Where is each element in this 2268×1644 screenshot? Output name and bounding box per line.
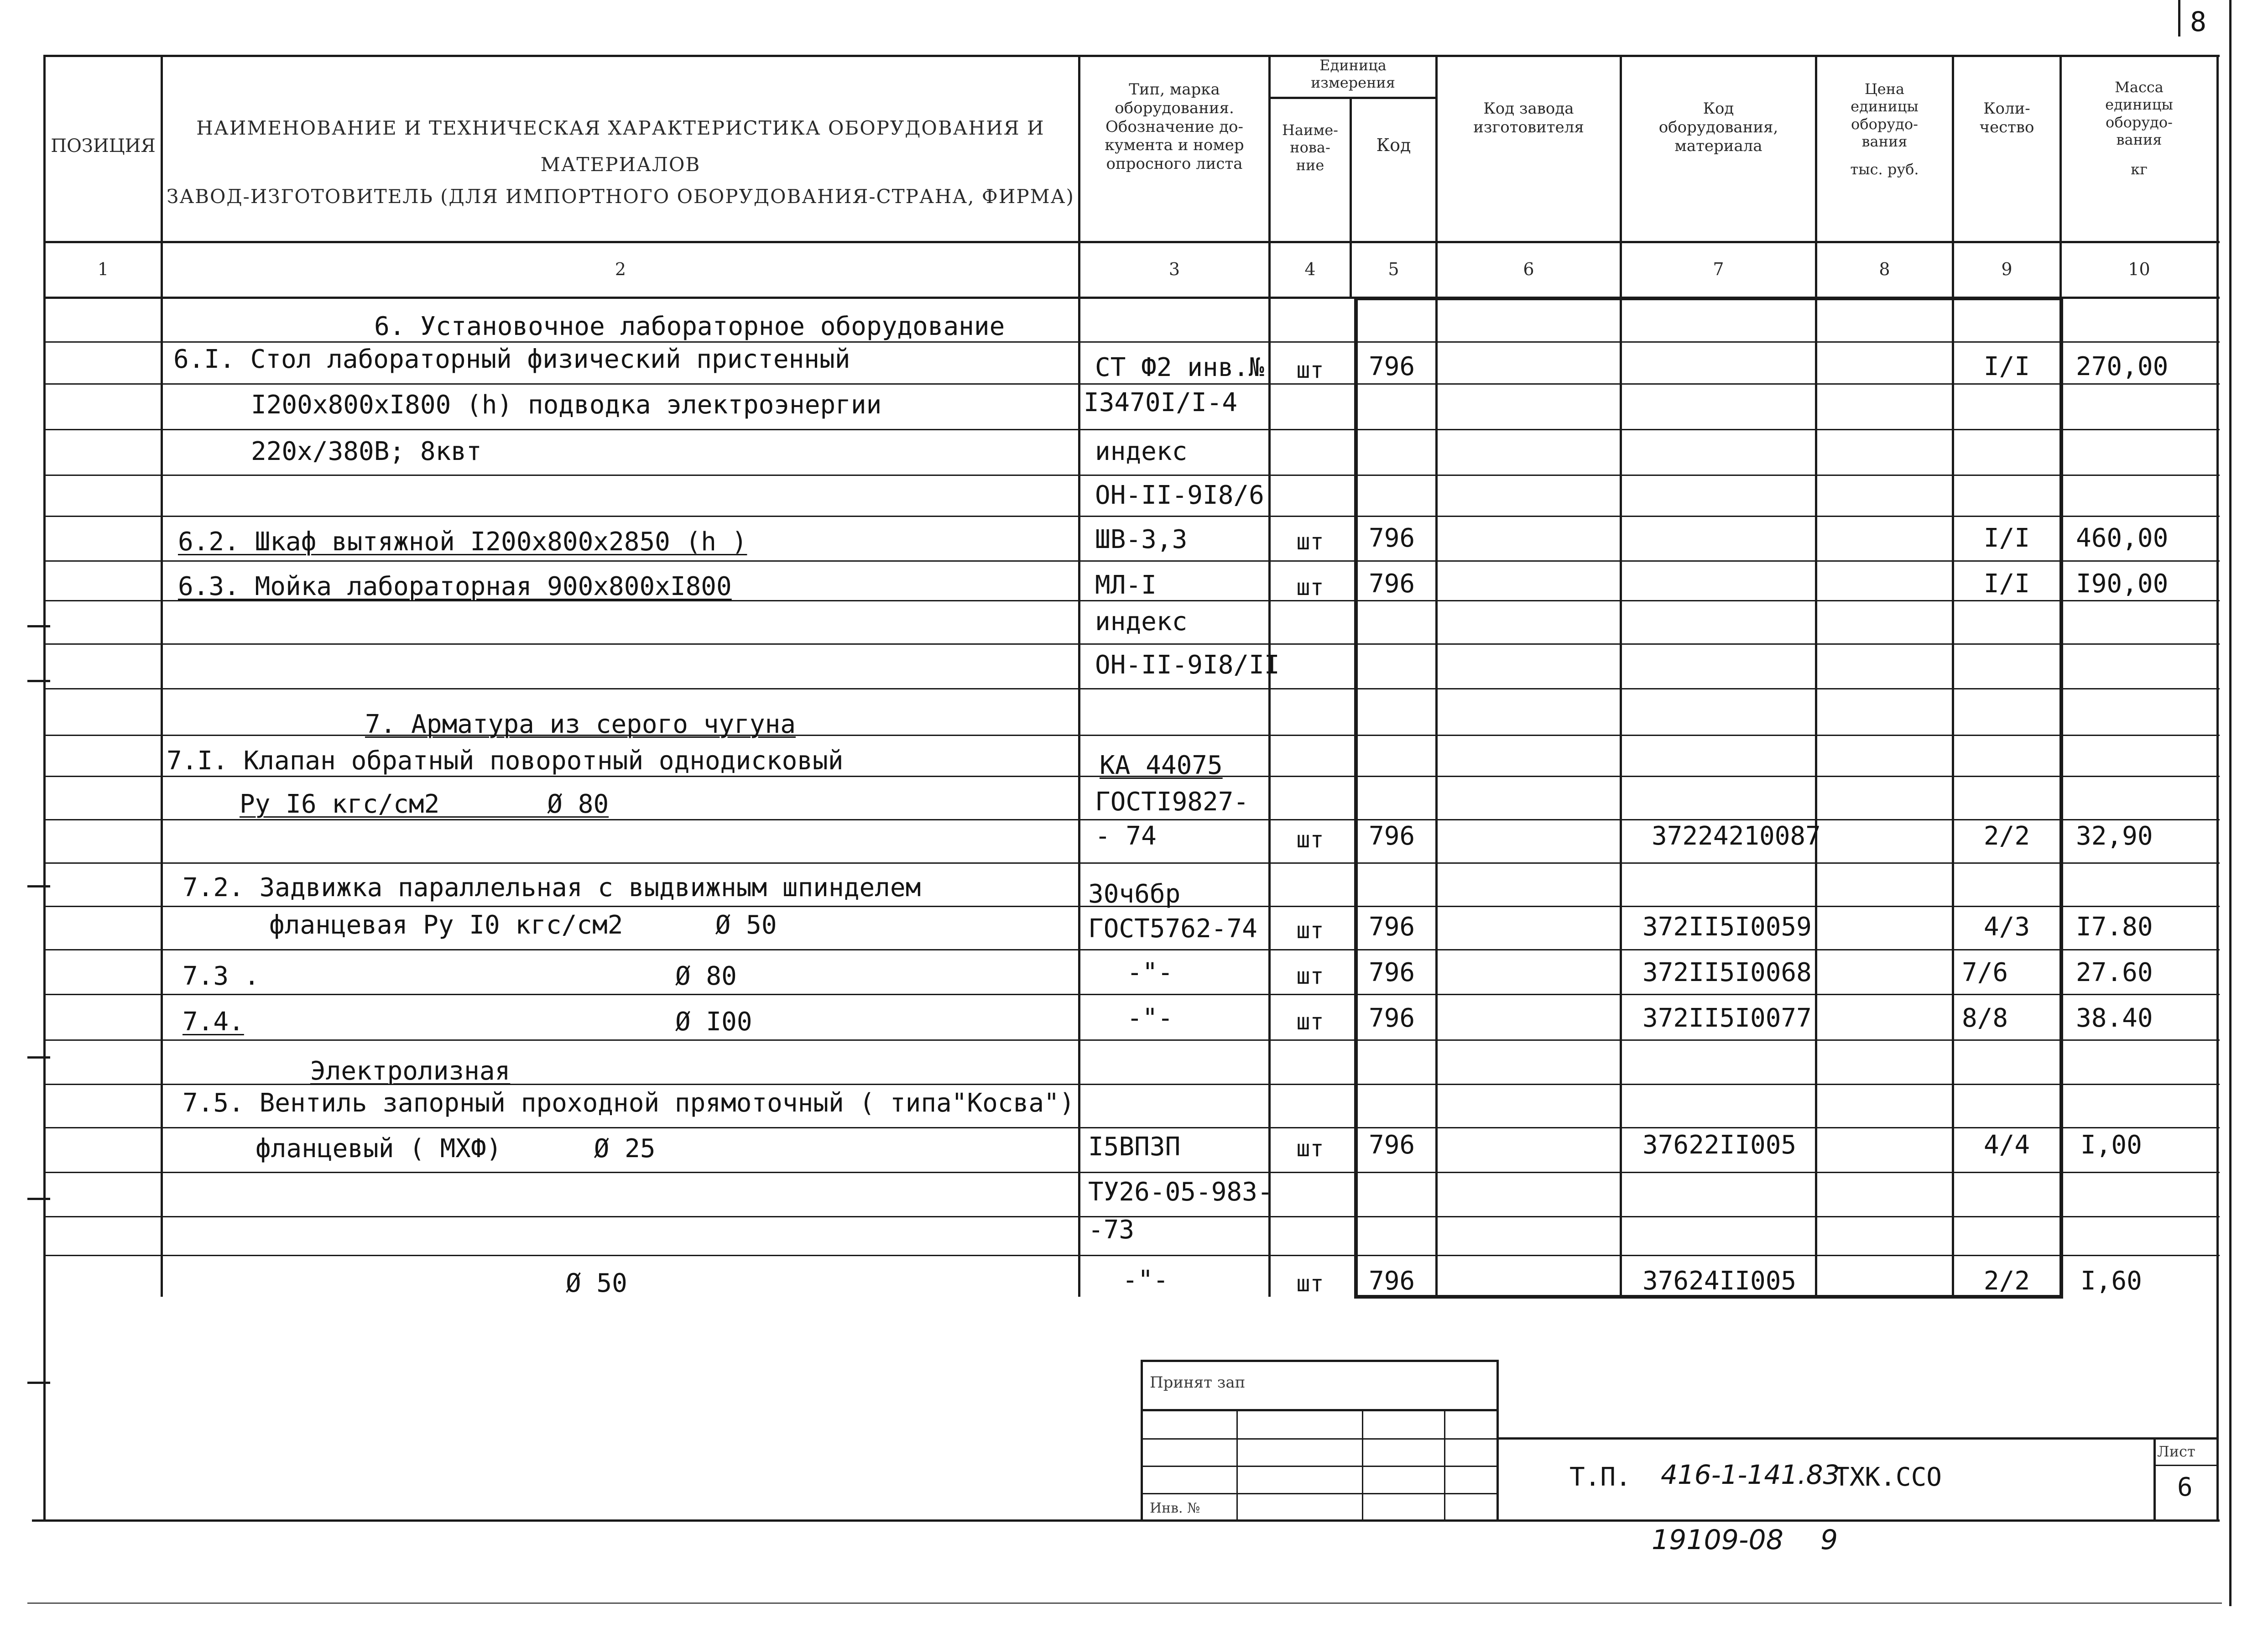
row-code: 796 (1369, 1003, 1415, 1033)
header-position: ПОЗИЦИЯ (51, 136, 156, 157)
col-divider-9-bold (2059, 297, 2063, 1297)
row-qty: 8/8 (1962, 1003, 2008, 1033)
header-type-l1: Тип, марка (1129, 80, 1220, 99)
row-name: Ру I6 кгс/см2 Ø 80 (240, 789, 609, 819)
row-line (43, 643, 2220, 645)
unit-group-divider (1268, 97, 1435, 99)
row-type: ТУ26-05-983- (1088, 1177, 1273, 1207)
row-line (43, 819, 2220, 820)
row-line (43, 1039, 2220, 1041)
row-mass: 32,90 (2076, 821, 2153, 851)
header-qty (1954, 99, 2059, 137)
header-name-line1: НАИМЕНОВАНИЕ И ТЕХНИЧЕСКАЯ ХАРАКТЕРИСТИКА ОБОРУДОВАНИЯ И (196, 117, 1045, 139)
row-name: Ø 50 (566, 1268, 627, 1298)
header-mass-l5: кг (2131, 160, 2148, 178)
col-divider-4 (1354, 297, 1358, 1297)
row-qty: 7/6 (1962, 958, 2008, 987)
row-equip-code: 372II5I0068 (1642, 958, 1812, 987)
archive-page: 9 (1820, 1524, 1838, 1556)
row-mass: I,00 (2080, 1130, 2142, 1160)
stamp-col (1362, 1409, 1363, 1519)
row-line (43, 429, 2220, 430)
row-line (43, 688, 2220, 689)
header-unit-name-l1: Наиме- (1282, 121, 1338, 139)
right-border-line (2229, 0, 2232, 1606)
row-line (43, 383, 2220, 385)
doc-code-prefix: Т.П. (1569, 1462, 1631, 1492)
header-unit-name (1271, 121, 1350, 174)
header-price (1817, 80, 1952, 178)
row-code: 796 (1369, 523, 1415, 553)
header-unit-name-l3: ние (1296, 156, 1324, 174)
row-name: фланцевая Ру I0 кгс/см2 Ø 50 (269, 910, 777, 940)
margin-tick (27, 1056, 50, 1059)
row-name: 6.3. Мойка лабораторная 900x800xI800 (178, 572, 732, 601)
titleblock-sheet-row (2153, 1465, 2216, 1466)
row-unit: шт (1296, 826, 1324, 853)
header-unit-group (1271, 57, 1435, 92)
row-mass: I,60 (2080, 1266, 2142, 1296)
stamp-col (1444, 1409, 1445, 1519)
row-name-right: Ø 80 (675, 961, 737, 991)
row-type: I5ВП3П (1088, 1132, 1181, 1162)
col-divider-7 (1815, 55, 1817, 1297)
header-price-l2: единицы (1851, 98, 1919, 115)
stamp-inv-label: Инв. № (1150, 1500, 1200, 1516)
row-name: 7. Арматура из серого чугуна (365, 710, 796, 739)
header-equip-l1: Код (1703, 99, 1734, 118)
header-price-l5: тыс. руб. (1850, 160, 1919, 178)
stamp-top (1141, 1360, 1496, 1362)
row-unit: шт (1296, 528, 1324, 555)
row-unit: шт (1296, 917, 1324, 944)
margin-tick (27, 1382, 50, 1384)
row-qty: I/I (1983, 569, 2030, 599)
margin-tick (27, 680, 50, 682)
row-line (43, 949, 2220, 950)
row-name: Электролизная (310, 1056, 511, 1086)
row-code: 796 (1369, 821, 1415, 851)
row-name: 7.2. Задвижка параллельная с выдвижным шпинделем (182, 873, 921, 903)
row-name: 7.I. Клапан обратный поворотный однодисковый (167, 746, 844, 776)
header-unit-name-l2: нова- (1290, 139, 1330, 157)
header-mass-l1: Масса (2115, 78, 2164, 96)
header-mass-l4: вания (2116, 131, 2162, 149)
frame-bottom-line (32, 1519, 2220, 1522)
row-mass: I7.80 (2076, 912, 2153, 942)
header-equip-l2: оборудования, (1658, 118, 1778, 136)
row-code: 796 (1369, 912, 1415, 942)
titleblock-top (1496, 1437, 2216, 1440)
stamp-left (1141, 1360, 1143, 1519)
stamp-row (1141, 1409, 1496, 1411)
row-name: 7.4. (182, 1007, 244, 1037)
row-type: индекс (1095, 437, 1188, 466)
row-type: - 74 (1095, 821, 1157, 851)
doc-code-suffix: ТХК.ССО (1834, 1462, 1942, 1492)
header-unit-l2: измерения (1311, 74, 1395, 92)
corner-divider (2178, 0, 2180, 37)
header-equip-l3: материала (1674, 136, 1762, 155)
row-name: 7.3 . (182, 961, 260, 991)
col-number-3: 3 (1168, 259, 1180, 279)
row-code: 796 (1369, 352, 1415, 381)
row-type: ГОСТI9827- (1095, 787, 1249, 817)
header-mass-l3: оборудо- (2106, 113, 2173, 131)
sheet-number: 6 (2177, 1472, 2193, 1502)
stamp-row (1141, 1493, 1496, 1494)
stamp-right (1496, 1360, 1499, 1519)
row-unit: шт (1296, 574, 1324, 600)
header-price-l1: Цена (1864, 80, 1905, 98)
header-name-line2: МАТЕРИАЛОВ (540, 153, 701, 176)
row-qty: 2/2 (1983, 1266, 2030, 1296)
header-factory-l1: Код завода (1483, 99, 1574, 118)
col-divider-10 (2216, 55, 2219, 1297)
row-code: 796 (1369, 1266, 1415, 1296)
row-line (43, 1127, 2220, 1128)
row-type: ШВ-3,3 (1095, 525, 1188, 554)
margin-tick (27, 1198, 50, 1200)
row-qty: 4/4 (1983, 1130, 2030, 1160)
col-number-5: 5 (1388, 259, 1399, 279)
col-divider-5 (1435, 55, 1438, 1297)
row-name: 6. Установочное лабораторное оборудование (374, 312, 1005, 341)
frame-right-lower (2216, 1297, 2219, 1521)
header-qty-l2: чество (1979, 118, 2034, 136)
row-equip-code: 37622II005 (1642, 1130, 1797, 1160)
row-type: ОН-II-9I8/6 (1095, 480, 1264, 510)
header-unit-code: Код (1376, 135, 1411, 155)
row-qty: I/I (1983, 352, 2030, 381)
row-equip-code: 37624II005 (1642, 1266, 1797, 1296)
row-type: МЛ-I (1095, 570, 1157, 600)
header-type-l3: Обозначение до- (1105, 117, 1244, 136)
row-type: -"- (1127, 1003, 1173, 1033)
row-line (43, 1255, 2220, 1256)
row-type: -73 (1088, 1215, 1135, 1245)
row-name: 6.2. Шкаф вытяжной I200x800x2850 (h ) (178, 527, 747, 557)
row-unit: шт (1296, 1270, 1324, 1297)
col-number-7: 7 (1713, 259, 1724, 279)
row-line (43, 994, 2220, 995)
row-unit: шт (1296, 1135, 1324, 1162)
row-name-right: Ø I00 (675, 1007, 752, 1037)
row-type: ОН-II-9I8/II (1095, 650, 1280, 680)
header-qty-l1: Коли- (1983, 99, 2030, 118)
header-type-l5: опросного листа (1106, 155, 1243, 173)
row-line (43, 1172, 2220, 1173)
header-mass-l2: единицы (2105, 96, 2173, 114)
row-name: 7.5. Вентиль запорный проходной прямоточный ( типа"Косва") (182, 1088, 1075, 1118)
row-qty: 2/2 (1983, 821, 2030, 851)
col-number-4: 4 (1304, 259, 1316, 279)
col-number-2: 2 (615, 259, 626, 279)
row-unit: шт (1296, 963, 1324, 989)
header-price-l4: вания (1861, 133, 1908, 151)
row-line (43, 475, 2220, 476)
trim-line (27, 1602, 2222, 1604)
col-number-9: 9 (2001, 259, 2013, 279)
margin-tick (27, 885, 50, 887)
col-divider-6 (1620, 55, 1622, 1297)
header-type-l4: кумента и номер (1105, 136, 1244, 155)
row-type: -"- (1127, 958, 1173, 987)
row-mass: 38.40 (2076, 1003, 2153, 1033)
row-unit: шт (1296, 357, 1324, 383)
header-bottom-line (43, 241, 2220, 243)
stamp-row (1141, 1466, 1496, 1467)
col-divider-2 (1078, 55, 1080, 1297)
row-mass: 27.60 (2076, 958, 2153, 987)
row-type: 30ч6бр (1088, 879, 1181, 909)
row-type: СТ Ф2 инв.№ (1095, 353, 1264, 382)
row-name: фланцевый ( МХФ) Ø 25 (255, 1134, 656, 1164)
row-name: 6.I. Стол лабораторный физический пристенный (173, 344, 850, 374)
row-equip-code: 37224210087 (1652, 821, 1821, 851)
header-price-l3: оборудо- (1851, 115, 1918, 133)
doc-code-handwritten: 416-1-141.83 (1661, 1459, 1840, 1490)
header-factory-code (1438, 99, 1620, 137)
corner-page-number: 8 (2190, 6, 2207, 38)
margin-tick (27, 625, 50, 627)
stamp-col (1236, 1409, 1238, 1519)
header-equip-code (1622, 99, 1815, 155)
row-line (43, 560, 2220, 562)
stamp-accepted-label: Принят зап (1150, 1373, 1246, 1392)
col-number-1: 1 (97, 259, 109, 279)
row-name: 220x/380В; 8квт (251, 437, 482, 466)
row-equip-code: 372II5I0059 (1642, 912, 1812, 942)
row-type: I3470I/I-4 (1084, 388, 1238, 418)
row-equip-code: 372II5I0077 (1642, 1003, 1812, 1033)
col-number-6: 6 (1523, 259, 1534, 279)
row-type: индекс (1095, 607, 1188, 637)
header-name-line3: ЗАВОД-ИЗГОТОВИТЕЛЬ (ДЛЯ ИМПОРТНОГО ОБОРУДОВАНИЯ-СТРАНА, ФИРМА) (167, 185, 1074, 208)
row-line (43, 341, 2220, 343)
row-code: 796 (1369, 958, 1415, 987)
row-mass: 460,00 (2076, 523, 2169, 553)
archive-number: 19109-08 (1652, 1524, 1783, 1556)
header-top-line (43, 55, 2220, 57)
row-code: 796 (1369, 1130, 1415, 1160)
bold-box-top (1354, 297, 2063, 300)
header-mass (2062, 78, 2216, 178)
row-name: I200x800xI800 (h) подводка электроэнергии (251, 390, 882, 420)
col-number-8: 8 (1879, 259, 1890, 279)
row-qty: 4/3 (1983, 912, 2030, 942)
stamp-row (1141, 1438, 1496, 1440)
row-type: КА 44075 (1100, 751, 1223, 780)
sheet-label: Лист (2157, 1443, 2195, 1460)
row-type: -"- (1122, 1265, 1169, 1295)
row-unit: шт (1296, 1008, 1324, 1035)
titleblock-sheet-divider (2153, 1437, 2156, 1519)
row-mass: I90,00 (2076, 569, 2169, 599)
header-unit-l1: Единица (1319, 57, 1387, 74)
col-number-10: 10 (2128, 259, 2150, 279)
col-divider-1 (161, 55, 163, 1297)
row-type: ГОСТ5762-74 (1088, 914, 1257, 944)
row-line (43, 516, 2220, 517)
row-qty: I/I (1983, 523, 2030, 553)
header-type-l2: оборудования. (1115, 99, 1234, 117)
row-mass: 270,00 (2076, 352, 2169, 381)
row-code: 796 (1369, 569, 1415, 599)
row-line (43, 862, 2220, 864)
header-factory-l2: изготовителя (1473, 118, 1584, 136)
header-type (1080, 80, 1268, 173)
col-divider-8 (1952, 55, 1954, 1297)
